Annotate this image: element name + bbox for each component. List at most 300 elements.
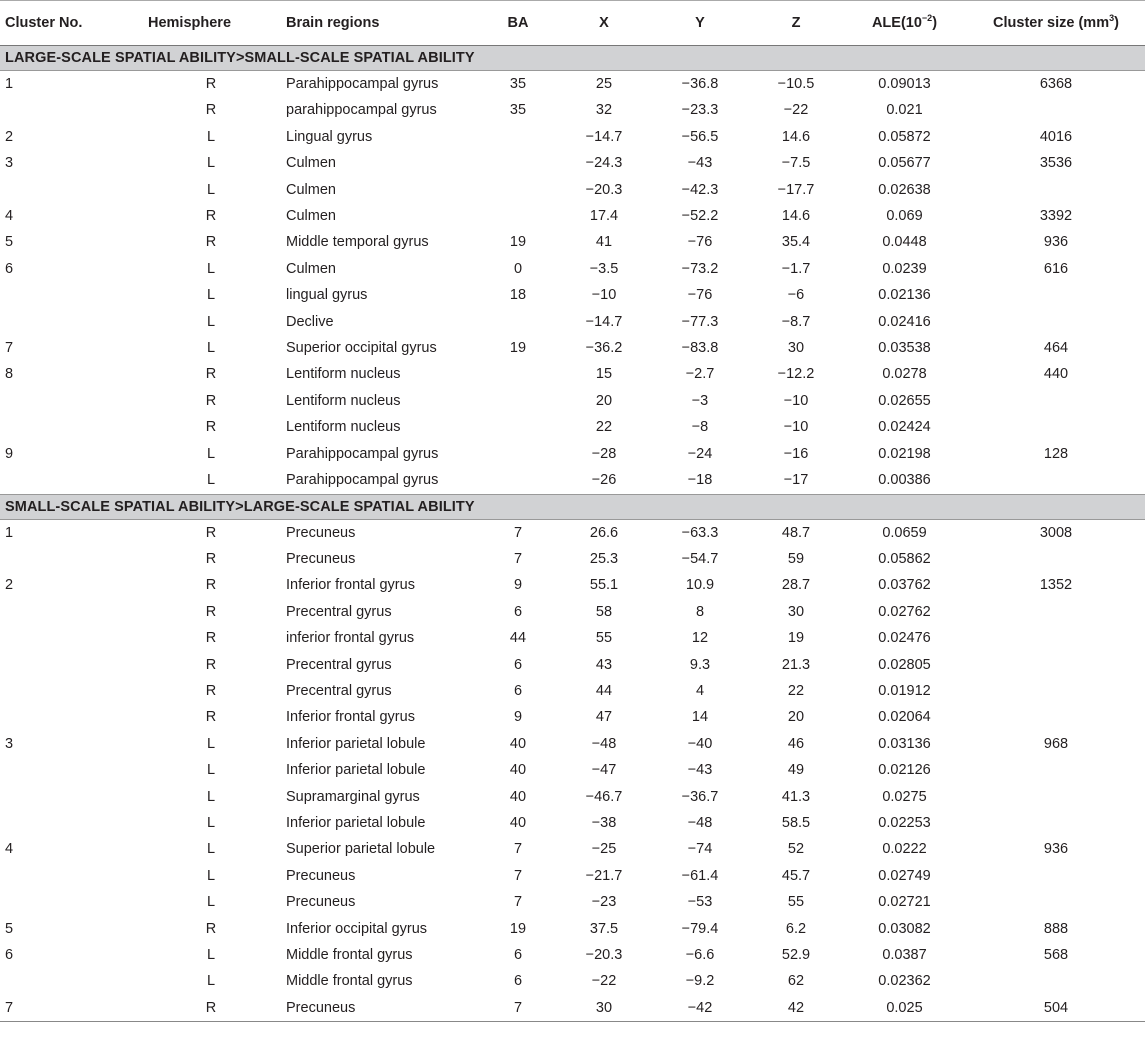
cell-z: −10.5 (777, 76, 815, 92)
cell-cluster-size (967, 678, 1145, 704)
cell-x: 15 (595, 366, 613, 383)
cell-z: 30 (787, 340, 805, 357)
cell-z: 6.2 (785, 920, 807, 937)
cell-y: −3 (691, 392, 709, 409)
cell-x: −26 (591, 472, 617, 489)
cell-hemisphere: R (205, 102, 217, 119)
cell-y: 9.3 (689, 656, 711, 673)
cell-x: 55 (595, 630, 613, 647)
size-label-close: ) (1114, 15, 1119, 31)
cell-z: −22 (783, 102, 809, 119)
cell-cluster-size (967, 889, 1145, 915)
cell-ale: 0.09013 (878, 76, 931, 92)
table-row (0, 731, 1145, 757)
cell-y: −42 (650, 995, 750, 1022)
cell-y: 14 (691, 709, 709, 726)
cell-cluster-size: 968 (1043, 735, 1069, 752)
cell-hemisphere: L (206, 894, 216, 911)
cell-ale: 0.02136 (878, 287, 931, 304)
cell-y: −48 (687, 814, 713, 831)
cell-ba (478, 203, 558, 229)
cell-z: 52.9 (781, 947, 811, 963)
cell-ba (478, 414, 558, 440)
cell-cluster: 3 (5, 735, 14, 752)
cell-ale: 0.03082 (878, 920, 931, 937)
cell-cluster-size: 936 (1043, 841, 1069, 858)
cell-z: 52 (787, 841, 805, 858)
table-row (0, 441, 1145, 467)
cell-ba: 6 (513, 656, 523, 673)
cell-ale: 0.025 (842, 995, 967, 1022)
cell-cluster-size (967, 546, 1145, 572)
table-row (0, 229, 1145, 255)
section-small-over-large (0, 494, 1145, 1022)
cell-x: −14.7 (585, 313, 623, 330)
cell-cluster (0, 97, 140, 123)
table-row (0, 889, 1145, 915)
table-row (0, 810, 1145, 836)
cell-x: 30 (558, 995, 650, 1022)
cell-cluster-size (967, 784, 1145, 810)
cell-x: −21.7 (585, 867, 623, 884)
cell-y: −74 (687, 841, 713, 858)
cell-hemisphere: L (206, 472, 216, 489)
cell-ale: 0.05862 (878, 550, 931, 567)
cell-brain-region: Middle frontal gyrus (286, 947, 413, 963)
cell-ba: 7 (478, 995, 558, 1022)
cell-cluster-size (967, 704, 1145, 730)
cell-y: −79.4 (681, 920, 719, 937)
cell-x: 22 (595, 419, 613, 436)
cell-cluster-size (967, 177, 1145, 203)
cell-ale: 0.05677 (878, 155, 931, 172)
cell-ba: 19 (509, 234, 527, 251)
cell-brain-region: Precuneus (286, 524, 356, 541)
cell-cluster-size: 616 (1043, 260, 1069, 277)
cell-cluster (0, 309, 140, 335)
cell-cluster (0, 784, 140, 810)
cell-hemisphere: L (206, 181, 216, 198)
cell-ba (478, 177, 558, 203)
cell-z: 45.7 (781, 867, 811, 884)
table-row (0, 916, 1145, 942)
table-row (0, 203, 1145, 229)
cell-brain-region: Precuneus (282, 995, 478, 1022)
cell-hemisphere: R (205, 630, 217, 647)
cell-ba: 0 (513, 260, 523, 277)
cell-cluster (0, 968, 140, 994)
cell-cluster-size (967, 309, 1145, 335)
cell-hemisphere: L (206, 313, 216, 330)
cell-z: 20 (787, 709, 805, 726)
cell-y: −40 (687, 735, 713, 752)
col-header-ale (842, 1, 967, 46)
cell-cluster: 1 (5, 76, 14, 92)
cell-brain-region: Inferior parietal lobule (286, 814, 426, 831)
cell-brain-region: Parahippocampal gyrus (286, 76, 439, 92)
cell-ale: 0.021 (886, 102, 923, 119)
cell-ba (478, 124, 558, 150)
cell-cluster-size (967, 282, 1145, 308)
cell-hemisphere: L (206, 814, 216, 831)
cell-ba: 6 (513, 947, 523, 963)
table-row (0, 968, 1145, 994)
cell-ale: 0.0239 (882, 260, 927, 277)
cell-cluster-size: 3008 (1039, 524, 1073, 541)
cell-hemisphere: L (206, 128, 216, 145)
cell-brain-region: Lentiform nucleus (286, 419, 401, 436)
table-row (0, 282, 1145, 308)
cell-y: −43 (687, 155, 713, 172)
cell-x: 26.6 (589, 524, 619, 541)
table-row (0, 625, 1145, 651)
cell-brain-region: Lingual gyrus (286, 128, 373, 145)
cell-cluster (0, 388, 140, 414)
cell-hemisphere: L (206, 340, 216, 357)
cell-z: 19 (787, 630, 805, 647)
table-row (0, 546, 1145, 572)
cell-x: 25 (595, 76, 613, 92)
cell-hemisphere: R (205, 603, 217, 620)
table-row (0, 836, 1145, 862)
cell-ale: 0.0222 (882, 841, 927, 858)
cell-x: 55.1 (589, 577, 619, 594)
cell-z: 59 (787, 550, 805, 567)
cell-hemisphere: R (140, 995, 282, 1022)
cell-z: 62 (787, 973, 805, 990)
cell-ba: 7 (513, 867, 523, 884)
cell-ba: 7 (513, 894, 523, 911)
cell-cluster: 2 (5, 128, 14, 145)
cell-ba: 40 (509, 788, 527, 805)
cell-ale: 0.02655 (878, 392, 931, 409)
cell-cluster-size (967, 757, 1145, 783)
cell-cluster-size (967, 467, 1145, 494)
table-row (0, 704, 1145, 730)
size-label: Cluster size (mm (993, 15, 1110, 31)
cell-ale: 0.02749 (878, 867, 931, 884)
ale-exponent: −2 (921, 13, 933, 23)
cell-y: −83.8 (681, 340, 719, 357)
table-row (0, 335, 1145, 361)
cell-x: −24.3 (585, 155, 623, 172)
size-exponent: 3 (1109, 13, 1115, 23)
cell-hemisphere: L (206, 445, 216, 462)
cell-cluster (0, 625, 140, 651)
cell-cluster-size (967, 414, 1145, 440)
cell-cluster-size (967, 863, 1145, 889)
cell-ba (478, 309, 558, 335)
cell-hemisphere: R (205, 524, 217, 541)
cell-brain-region: Culmen (286, 155, 336, 172)
table-row (0, 414, 1145, 440)
cell-hemisphere: R (205, 920, 217, 937)
cell-z: 35.4 (781, 234, 811, 251)
cell-ale: 0.05872 (878, 128, 931, 145)
cell-ale: 0.02721 (878, 894, 931, 911)
cell-ba: 35 (509, 102, 527, 119)
section-title: SMALL-SCALE SPATIAL ABILITY>LARGE-SCALE SPATIAL ABILITY (0, 494, 1145, 519)
cell-brain-region: Declive (286, 313, 334, 330)
cell-ale: 0.02253 (878, 814, 931, 831)
cell-hemisphere: L (206, 973, 216, 990)
ale-label: ALE(10 (871, 15, 922, 31)
cell-ba: 18 (509, 287, 527, 304)
cell-cluster-size: 888 (1043, 920, 1069, 937)
cell-z: 41.3 (781, 788, 811, 805)
cell-cluster: 3 (5, 155, 14, 172)
cell-cluster-size (967, 625, 1145, 651)
cell-cluster: 1 (5, 524, 14, 541)
cell-cluster-size (967, 388, 1145, 414)
cell-ba: 9 (513, 577, 523, 594)
cell-ale: 0.03762 (878, 577, 931, 594)
cell-cluster (0, 546, 140, 572)
cell-x: 17.4 (589, 208, 619, 225)
table-row (0, 757, 1145, 783)
cell-cluster-size (967, 968, 1145, 994)
cell-hemisphere: R (205, 656, 217, 673)
table-row (0, 177, 1145, 203)
cell-ba (478, 441, 558, 467)
cell-ale: 0.02805 (878, 656, 931, 673)
cell-cluster-size: 440 (1043, 366, 1069, 383)
cell-z: −10 (783, 419, 809, 436)
cell-z: 42 (750, 995, 842, 1022)
table-row (0, 150, 1145, 176)
cell-y: −53 (687, 894, 713, 911)
col-header-brain-regions: Brain regions (282, 1, 478, 46)
cell-brain-region: Lentiform nucleus (286, 392, 401, 409)
cell-x: 32 (595, 102, 613, 119)
cell-x: −47 (591, 762, 617, 779)
cell-y: −43 (687, 762, 713, 779)
table-header (0, 1, 1145, 46)
cell-brain-region: Precentral gyrus (286, 656, 392, 673)
cell-x: 58 (595, 603, 613, 620)
cell-cluster-size (967, 652, 1145, 678)
cell-y: −2.7 (685, 366, 715, 383)
table-row (0, 652, 1145, 678)
cell-ba: 7 (513, 524, 523, 541)
table-row (0, 97, 1145, 123)
cell-z: 14.6 (781, 128, 811, 145)
cell-brain-region: Culmen (286, 260, 336, 277)
col-header-ba: BA (478, 1, 558, 46)
cell-cluster-size: 1352 (1039, 577, 1073, 594)
cell-cluster: 2 (5, 577, 14, 594)
cell-y: −8 (691, 419, 709, 436)
cell-brain-region: Precentral gyrus (286, 603, 392, 620)
cell-hemisphere: L (206, 841, 216, 858)
cell-x: 37.5 (589, 920, 619, 937)
cell-x: 47 (595, 709, 613, 726)
cell-x: −23 (591, 894, 617, 911)
cell-hemisphere: R (205, 366, 217, 383)
cell-ale: 0.03136 (878, 735, 931, 752)
cell-z: −10 (783, 392, 809, 409)
cell-brain-region: Precuneus (286, 894, 356, 911)
cell-hemisphere: L (206, 287, 216, 304)
cell-ba: 40 (509, 735, 527, 752)
cell-z: −16 (783, 445, 809, 462)
cell-ale: 0.02362 (878, 973, 931, 990)
cell-cluster (0, 810, 140, 836)
cell-y: −42.3 (681, 181, 719, 198)
table-row (0, 678, 1145, 704)
cell-z: 28.7 (781, 577, 811, 594)
section-large-over-small (0, 46, 1145, 495)
cell-z: 55 (787, 894, 805, 911)
cell-x: −14.7 (585, 128, 623, 145)
cell-cluster (0, 704, 140, 730)
cell-z: −8.7 (781, 313, 811, 330)
cell-ale: 0.069 (886, 208, 923, 225)
cell-ba (478, 467, 558, 494)
cell-ale: 0.0659 (882, 524, 927, 541)
cell-x: 41 (595, 234, 613, 251)
cell-z: 14.6 (781, 208, 811, 225)
cell-ale: 0.02476 (878, 630, 931, 647)
cell-cluster (0, 863, 140, 889)
cell-brain-region: Middle frontal gyrus (286, 973, 413, 990)
cell-cluster (0, 678, 140, 704)
cell-hemisphere: R (205, 392, 217, 409)
table-row (0, 784, 1145, 810)
cell-y: −54.7 (681, 550, 719, 567)
cell-ale: 0.03538 (878, 340, 931, 357)
cell-x: −38 (591, 814, 617, 831)
cell-y: −52.2 (681, 208, 719, 225)
cell-cluster (0, 652, 140, 678)
cell-brain-region: Parahippocampal gyrus (286, 445, 439, 462)
cell-x: −20.3 (585, 947, 623, 963)
cell-y: −9.2 (685, 973, 715, 990)
cell-cluster-size: 6368 (1039, 76, 1073, 92)
cell-z: 22 (787, 682, 805, 699)
cell-cluster (0, 599, 140, 625)
cell-x: −28 (591, 445, 617, 462)
cell-ale: 0.00386 (878, 472, 931, 489)
cell-ba: 44 (509, 630, 527, 647)
cell-ale: 0.0278 (882, 366, 927, 383)
cell-cluster: 4 (5, 208, 14, 225)
cell-ale: 0.0448 (882, 234, 927, 251)
cell-brain-region: inferior frontal gyrus (286, 630, 415, 647)
cell-brain-region: parahippocampal gyrus (286, 102, 437, 119)
cell-y: −23.3 (681, 102, 719, 119)
cell-brain-region: Supramarginal gyrus (286, 788, 420, 805)
table-row (0, 995, 1145, 1022)
table-row (0, 572, 1145, 598)
cell-ba (478, 150, 558, 176)
cell-cluster (0, 757, 140, 783)
cell-y: 4 (695, 682, 705, 699)
cell-ba: 19 (509, 920, 527, 937)
table-row (0, 599, 1145, 625)
cell-hemisphere: L (206, 155, 216, 172)
col-header-cluster-size (967, 1, 1145, 46)
cell-hemisphere: R (205, 550, 217, 567)
table-row (0, 124, 1145, 150)
cell-z: 48.7 (781, 524, 811, 541)
cell-z: −1.7 (781, 260, 811, 277)
cell-cluster-size: 3392 (1039, 208, 1073, 225)
cell-hemisphere: R (205, 234, 217, 251)
col-header-hemisphere: Hemisphere (140, 1, 282, 46)
cell-ale: 0.01912 (878, 682, 931, 699)
cell-brain-region: Lentiform nucleus (286, 366, 401, 383)
cell-z: 49 (787, 762, 805, 779)
cell-cluster (0, 414, 140, 440)
cell-brain-region: Culmen (286, 181, 336, 198)
table-row (0, 71, 1145, 98)
table-row (0, 467, 1145, 494)
cell-x: −36.2 (585, 340, 623, 357)
cell-z: 21.3 (781, 656, 811, 673)
cell-brain-region: Middle temporal gyrus (286, 234, 429, 251)
cell-x: −46.7 (585, 788, 623, 805)
cell-ba: 40 (509, 762, 527, 779)
cell-y: −56.5 (681, 128, 719, 145)
cell-ale: 0.02638 (878, 181, 931, 198)
cell-ale: 0.02424 (878, 419, 931, 436)
cell-cluster-size: 3536 (1039, 155, 1073, 172)
cell-hemisphere: L (206, 947, 216, 963)
table-row (0, 256, 1145, 282)
cell-brain-region: Inferior parietal lobule (286, 762, 426, 779)
cell-ba (478, 361, 558, 387)
cell-cluster: 8 (5, 366, 14, 383)
cell-x: 44 (595, 682, 613, 699)
col-header-z: Z (750, 1, 842, 46)
cell-z: 46 (787, 735, 805, 752)
ale-label-close: ) (932, 15, 938, 31)
cell-x: −22 (591, 973, 617, 990)
cell-z: 58.5 (781, 814, 811, 831)
cell-x: −48 (591, 735, 617, 752)
cell-cluster (0, 467, 140, 494)
cell-x: −3.5 (589, 260, 619, 277)
cell-brain-region: Parahippocampal gyrus (286, 472, 439, 489)
cell-ba: 7 (513, 841, 523, 858)
cell-y: −6.6 (685, 947, 715, 963)
col-header-y: Y (650, 1, 750, 46)
cell-hemisphere: L (206, 735, 216, 752)
cell-cluster (0, 889, 140, 915)
cell-cluster: 9 (5, 445, 14, 462)
cell-ale: 0.02762 (878, 603, 931, 620)
cell-hemisphere: L (206, 788, 216, 805)
cell-ale: 0.0275 (882, 788, 927, 805)
cell-x: 25.3 (589, 550, 619, 567)
table-row (0, 519, 1145, 546)
cell-cluster-size (967, 810, 1145, 836)
table-row (0, 309, 1145, 335)
cell-cluster-size (967, 97, 1145, 123)
cell-ale: 0.0387 (882, 947, 927, 963)
cell-hemisphere: R (205, 577, 217, 594)
cell-cluster-size: 504 (967, 995, 1145, 1022)
cell-x: 43 (595, 656, 613, 673)
cell-brain-region: Superior occipital gyrus (286, 340, 437, 357)
cell-y: −36.7 (681, 788, 719, 805)
cell-brain-region: Precuneus (286, 867, 356, 884)
cell-ba: 6 (513, 682, 523, 699)
cell-hemisphere: R (205, 709, 217, 726)
cell-x: −20.3 (585, 181, 623, 198)
cell-cluster: 4 (5, 841, 14, 858)
